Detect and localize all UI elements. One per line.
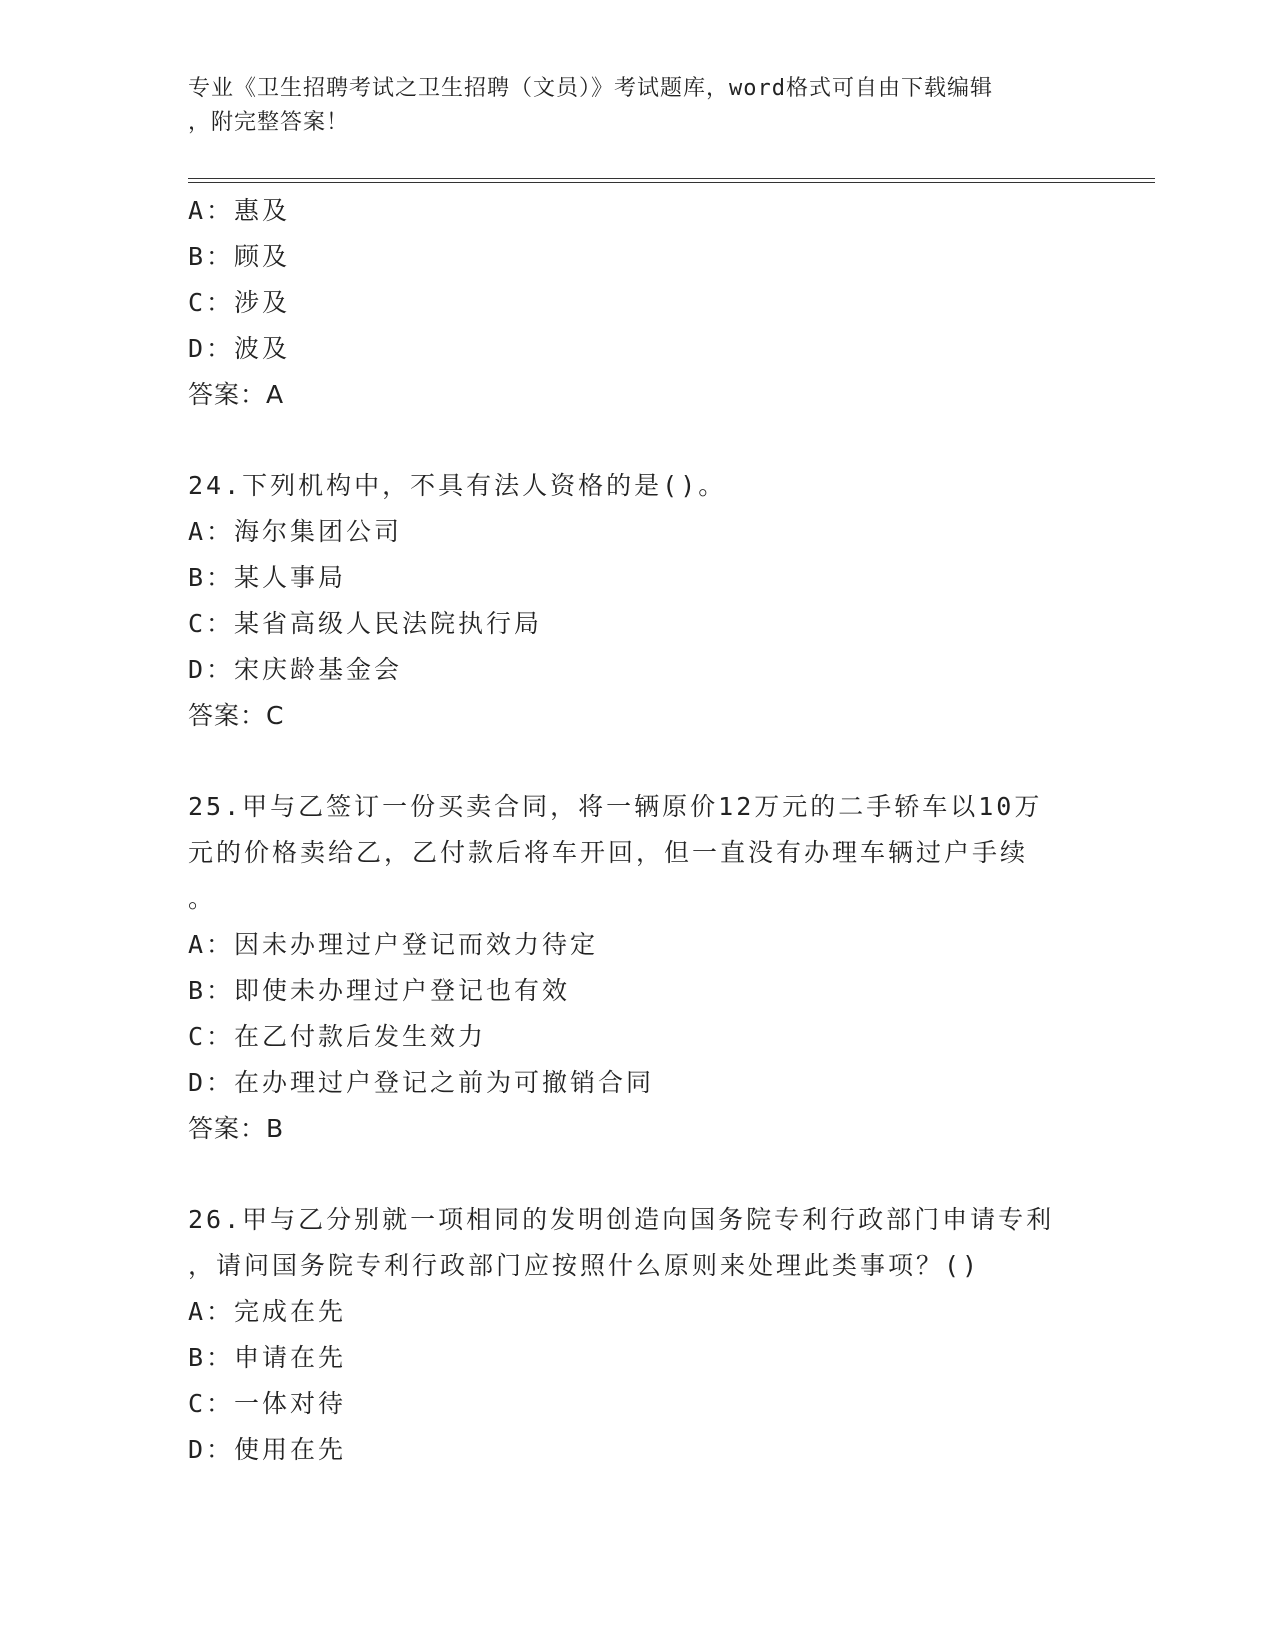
answer-value: C [266, 701, 285, 730]
option-d: D：使用在先 [188, 1435, 347, 1464]
question-text-line: 。 [188, 884, 217, 913]
question-text-line: 元的价格卖给乙，乙付款后将车开回，但一直没有办理车辆过户手续 [188, 838, 1029, 867]
question-25 [188, 784, 1088, 1152]
spacer [188, 1152, 1088, 1197]
option-b: B：某人事局 [188, 563, 347, 592]
option-a: A：完成在先 [188, 1297, 347, 1326]
answer-label: 答案： [188, 701, 267, 730]
option-c: C：涉及 [188, 288, 291, 317]
question-text-line: 26.甲与乙分别就一项相同的发明创造向国务院专利行政部门申请专利 [188, 1205, 1055, 1234]
question-text [188, 784, 1088, 922]
page-header [188, 72, 1068, 140]
option-a: A：因未办理过户登记而效力待定 [188, 930, 599, 959]
question-list [188, 188, 1088, 1473]
option-b: B：即使未办理过户登记也有效 [188, 976, 571, 1005]
option-c: C：一体对待 [188, 1389, 347, 1418]
option-d: D：波及 [188, 334, 291, 363]
header-line-1: 专业《卫生招聘考试之卫生招聘（文员）》考试题库，word格式可自由下载编辑 [188, 76, 993, 101]
answer-line [188, 693, 1088, 739]
header-divider-top [188, 178, 1155, 179]
question-text [188, 1197, 1088, 1289]
option-d: D：在办理过户登记之前为可撤销合同 [188, 1068, 655, 1097]
answer-label: 答案： [188, 1114, 267, 1143]
spacer [188, 739, 1088, 784]
option-d: D：宋庆龄基金会 [188, 655, 403, 684]
answer-line [188, 1106, 1088, 1152]
answer-label: 答案： [188, 380, 267, 409]
option-a: A：海尔集团公司 [188, 517, 403, 546]
question-text-line: 24.下列机构中，不具有法人资格的是()。 [188, 471, 727, 500]
option-a: A：惠及 [188, 196, 291, 225]
answer-line [188, 372, 1088, 418]
header-divider-bottom [188, 182, 1155, 183]
question-text-line: ，请问国务院专利行政部门应按照什么原则来处理此类事项？() [188, 1251, 981, 1280]
question-text [188, 463, 1088, 509]
answer-value: B [266, 1114, 285, 1143]
spacer [188, 418, 1088, 463]
answer-value: A [266, 380, 285, 409]
option-b: B：申请在先 [188, 1343, 347, 1372]
option-b: B：顾及 [188, 242, 291, 271]
question-26 [188, 1197, 1088, 1473]
question-24 [188, 463, 1088, 739]
question-23 [188, 188, 1088, 418]
option-c: C：某省高级人民法院执行局 [188, 609, 543, 638]
header-line-2: ，附完整答案！ [188, 110, 350, 135]
option-c: C：在乙付款后发生效力 [188, 1022, 487, 1051]
question-text-line: 25.甲与乙签订一份买卖合同，将一辆原价12万元的二手轿车以10万 [188, 792, 1043, 821]
